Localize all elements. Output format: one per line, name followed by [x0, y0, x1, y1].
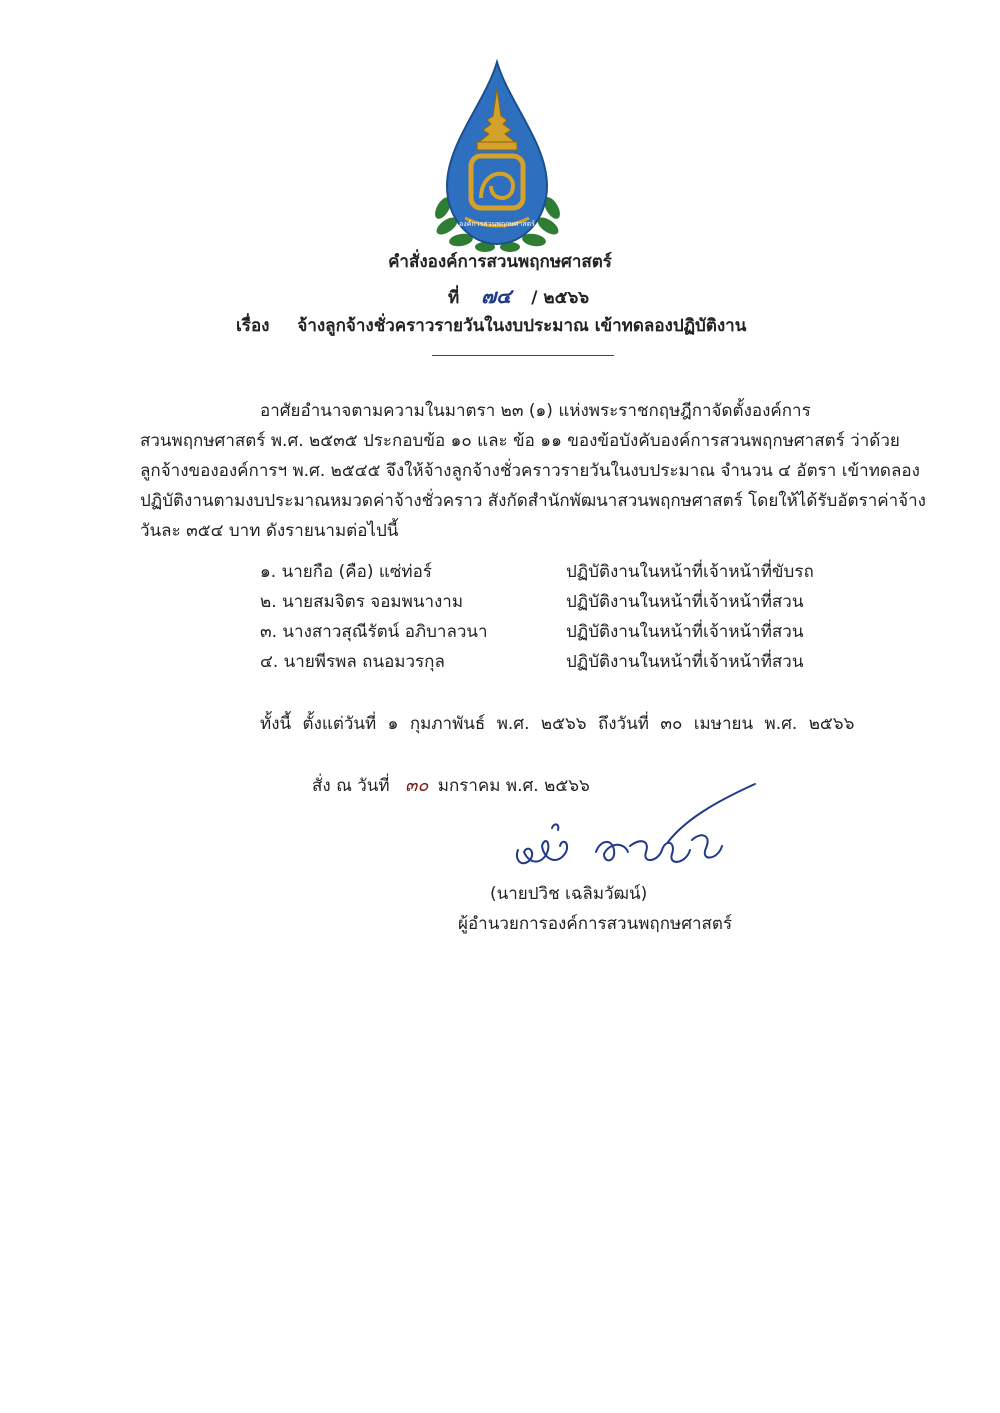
subject-text: จ้างลูกจ้างชั่วคราวรายวันในงบประมาณ เข้าทดลองปฏิบัติงาน	[297, 316, 747, 336]
employee-row	[260, 618, 860, 648]
order-number-prefix: ที่	[448, 288, 460, 308]
body-line: วันละ ๓๕๔ บาท ดังรายนามต่อไปนี้	[140, 521, 399, 541]
employee-list	[260, 558, 860, 678]
employee-duty: ปฏิบัติงานในหน้าที่เจ้าหน้าที่สวน	[566, 622, 804, 642]
employee-duty: ปฏิบัติงานในหน้าที่เจ้าหน้าที่สวน	[566, 652, 804, 672]
signatory-name: (นายปวิช เฉลิมวัฒน์)	[490, 884, 648, 904]
organization-emblem	[425, 58, 570, 253]
body-line: อาศัยอำนาจตามความในมาตรา ๒๓ (๑) แห่งพระราชกฤษฎีกาจัดตั้งองค์การ	[260, 401, 811, 421]
employee-name: ๔. นายพีรพล ถนอมวรกุล	[260, 652, 445, 672]
handwritten-signature	[500, 780, 760, 875]
subject-label: เรื่อง	[236, 316, 270, 336]
employment-period: ทั้งนี้ ตั้งแต่วันที่ ๑ กุมภาพันธ์ พ.ศ. ๒๕๖๖ ถึงวันที่ ๓๐ เมษายน พ.ศ. ๒๕๖๖	[260, 714, 855, 734]
body-line: สวนพฤกษศาสตร์ พ.ศ. ๒๕๓๕ ประกอบข้อ ๑๐ และ ข้อ ๑๑ ของข้อบังคับองค์การสวนพฤกษศาสตร์ ว่าด้วย	[140, 431, 900, 451]
employee-row	[260, 648, 860, 678]
order-number	[448, 280, 589, 312]
employee-duty: ปฏิบัติงานในหน้าที่เจ้าหน้าที่ขับรถ	[566, 562, 814, 582]
employee-name: ๑. นายกือ (คือ) แซ่ท่อร์	[260, 562, 432, 582]
order-number-handwritten: ๗๔	[481, 284, 512, 308]
order-date-prefix: สั่ง ณ วันที่	[312, 776, 390, 796]
employee-row	[260, 558, 860, 588]
employee-duty: ปฏิบัติงานในหน้าที่เจ้าหน้าที่สวน	[566, 592, 804, 612]
body-paragraph	[140, 396, 926, 546]
signatory-position: ผู้อำนวยการองค์การสวนพฤกษศาสตร์	[458, 914, 733, 934]
order-date-day-handwritten: ๓๐	[405, 775, 429, 796]
emblem-caption: องค์การสวนพฤกษศาสตร์	[459, 220, 535, 228]
body-line: ลูกจ้างขององค์การฯ พ.ศ. ๒๕๔๕ จึงให้จ้างลูกจ้างชั่วคราวรายวันในงบประมาณ จำนวน ๔ อัตรา เข้าทดลอง	[140, 461, 920, 481]
header-divider	[432, 355, 614, 356]
body-line: ปฏิบัติงานตามงบประมาณหมวดค่าจ้างชั่วคราว สังกัดสำนักพัฒนาสวนพฤกษศาสตร์ โดยให้ได้รับอัตราค่าจ้าง	[140, 491, 926, 511]
order-number-suffix: / ๒๕๖๖	[531, 288, 590, 308]
employee-row	[260, 588, 860, 618]
document-title: คำสั่งองค์การสวนพฤกษศาสตร์	[388, 252, 612, 272]
subject-line	[236, 312, 746, 339]
employee-name: ๓. นางสาวสุณีรัตน์ อภิบาลวนา	[260, 622, 488, 642]
employee-name: ๒. นายสมจิตร จอมพนางาม	[260, 592, 464, 612]
order-date-rest: มกราคม พ.ศ. ๒๕๖๖	[437, 776, 590, 796]
